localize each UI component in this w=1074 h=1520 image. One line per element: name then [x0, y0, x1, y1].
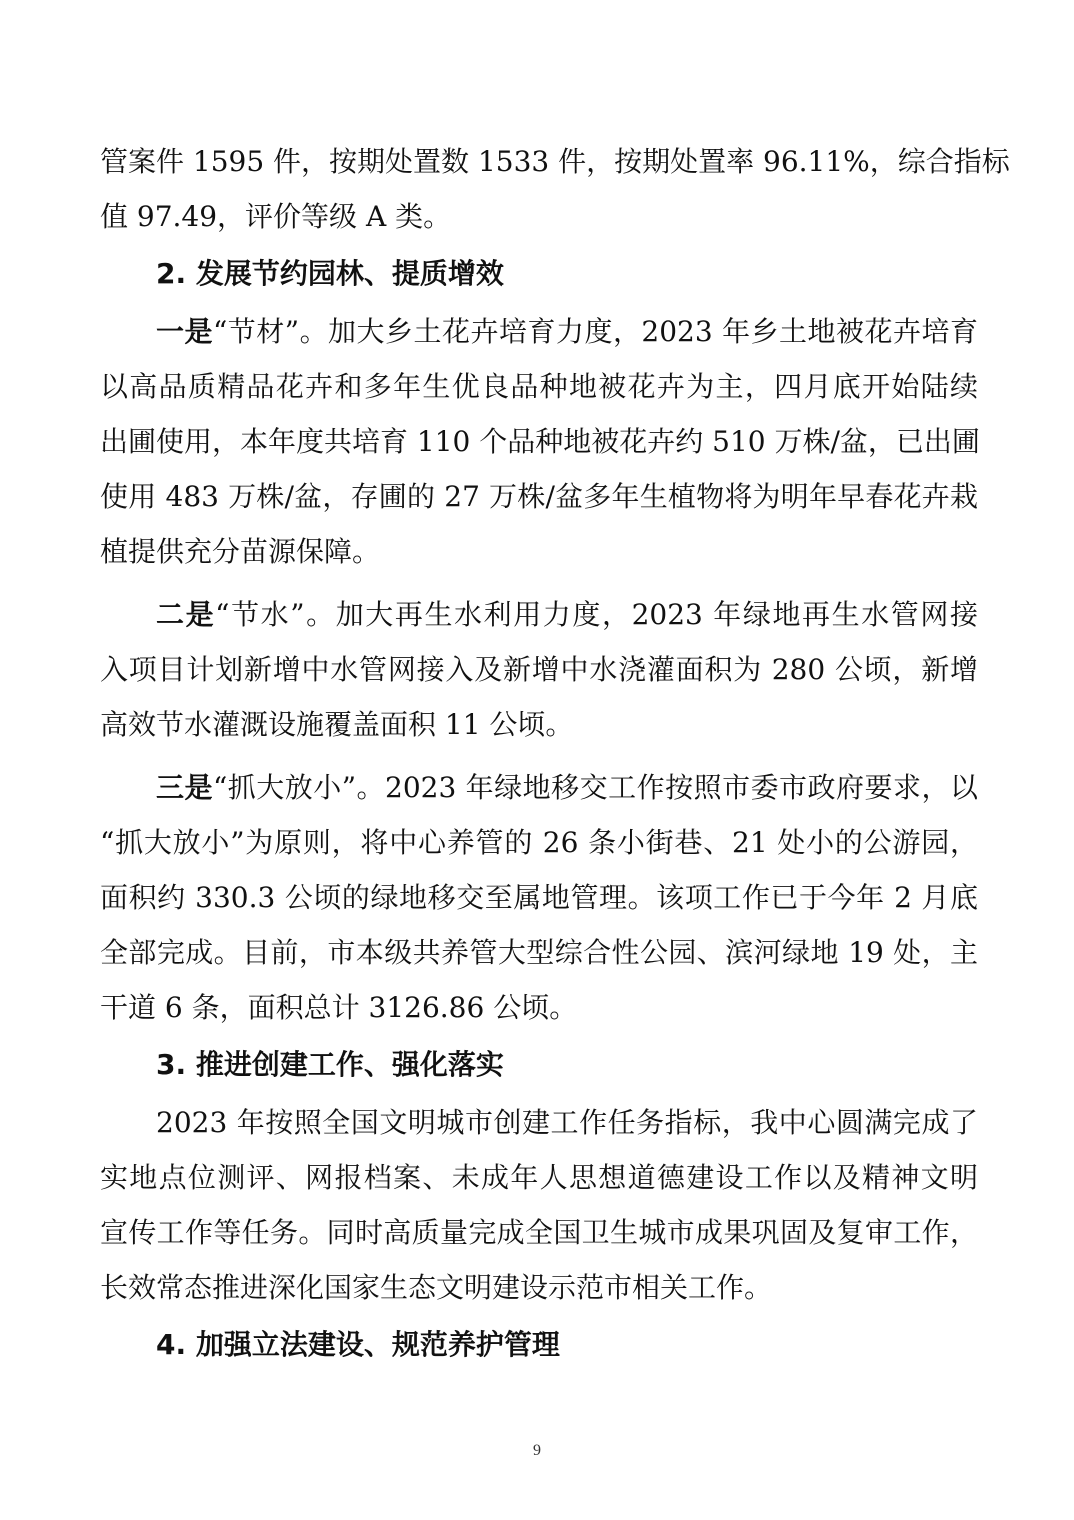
section-heading-3: 3. 推进创建工作、强化落实	[156, 1048, 504, 1081]
document-body	[100, 134, 1010, 1375]
paragraph-grasp-large	[100, 760, 978, 1035]
paragraph-civilization	[100, 1095, 978, 1315]
paragraph-save-materials	[100, 304, 978, 579]
text-line	[100, 304, 978, 359]
text-line: 植提供充分苗源保障。	[100, 535, 381, 568]
text-line: 高效节水灌溉设施覆盖面积 11 公顷。	[100, 708, 574, 741]
text-line: 2023 年按照全国文明城市创建工作任务指标，我中心圆满完成了	[156, 1106, 978, 1139]
text-line: 管案件 1595 件，按期处置数 1533 件，按期处置率 96.11%，综合指标	[100, 145, 1010, 178]
text-line: 宣传工作等任务。同时高质量完成全国卫生城市成果巩固及复审工作，	[100, 1216, 978, 1249]
text-line: 长效常态推进深化国家生态文明建设示范市相关工作。	[100, 1271, 773, 1304]
lead-label: 二是	[156, 598, 216, 631]
section-heading-4: 4. 加强立法建设、规范养护管理	[156, 1328, 560, 1361]
text-line: 出圃使用，本年度共培育 110 个品种地被花卉约 510 万株/盆，已出圃	[100, 425, 980, 458]
text-run: “节材”。加大乡土花卉培育力度，2023 年乡土地被花卉培育	[212, 315, 978, 348]
text-line: 值 97.49，评价等级 A 类。	[100, 200, 452, 233]
text-run: “抓大放小”。2023 年绿地移交工作按照市委市政府要求，以	[212, 771, 978, 804]
paragraph-save-water	[100, 587, 978, 752]
text-run: “节水”。加大再生水利用力度，2023 年绿地再生水管网接	[215, 598, 978, 631]
text-line: 以高品质精品花卉和多年生优良品种地被花卉为主，四月底开始陆续	[100, 370, 978, 403]
paragraph-gap	[100, 752, 978, 760]
lead-label: 三是	[156, 771, 213, 804]
text-line: 干道 6 条，面积总计 3126.86 公顷。	[100, 991, 578, 1024]
text-line	[100, 587, 978, 642]
section-heading-2: 2. 发展节约园林、提质增效	[156, 257, 504, 290]
text-line: 实地点位测评、网报档案、未成年人思想道德建设工作以及精神文明	[100, 1161, 978, 1194]
text-line: 入项目计划新增中水管网接入及新增中水浇灌面积为 280 公顷，新增	[100, 653, 978, 686]
text-line: 全部完成。目前，市本级共养管大型综合性公园、滨河绿地 19 处，主	[100, 936, 978, 969]
lead-label: 一是	[156, 315, 213, 348]
text-line: “抓大放小”为原则，将中心养管的 26 条小街巷、21 处小的公游园，	[100, 826, 978, 859]
text-line: 使用 483 万株/盆，存圃的 27 万株/盆多年生植物将为明年早春花卉栽	[100, 480, 978, 513]
page-number: 9	[533, 1442, 541, 1459]
text-line: 面积约 330.3 公顷的绿地移交至属地管理。该项工作已于今年 2 月底	[100, 881, 978, 914]
paragraph-gap	[100, 579, 978, 587]
paragraph-continuation	[100, 134, 1010, 244]
text-line	[100, 760, 978, 815]
